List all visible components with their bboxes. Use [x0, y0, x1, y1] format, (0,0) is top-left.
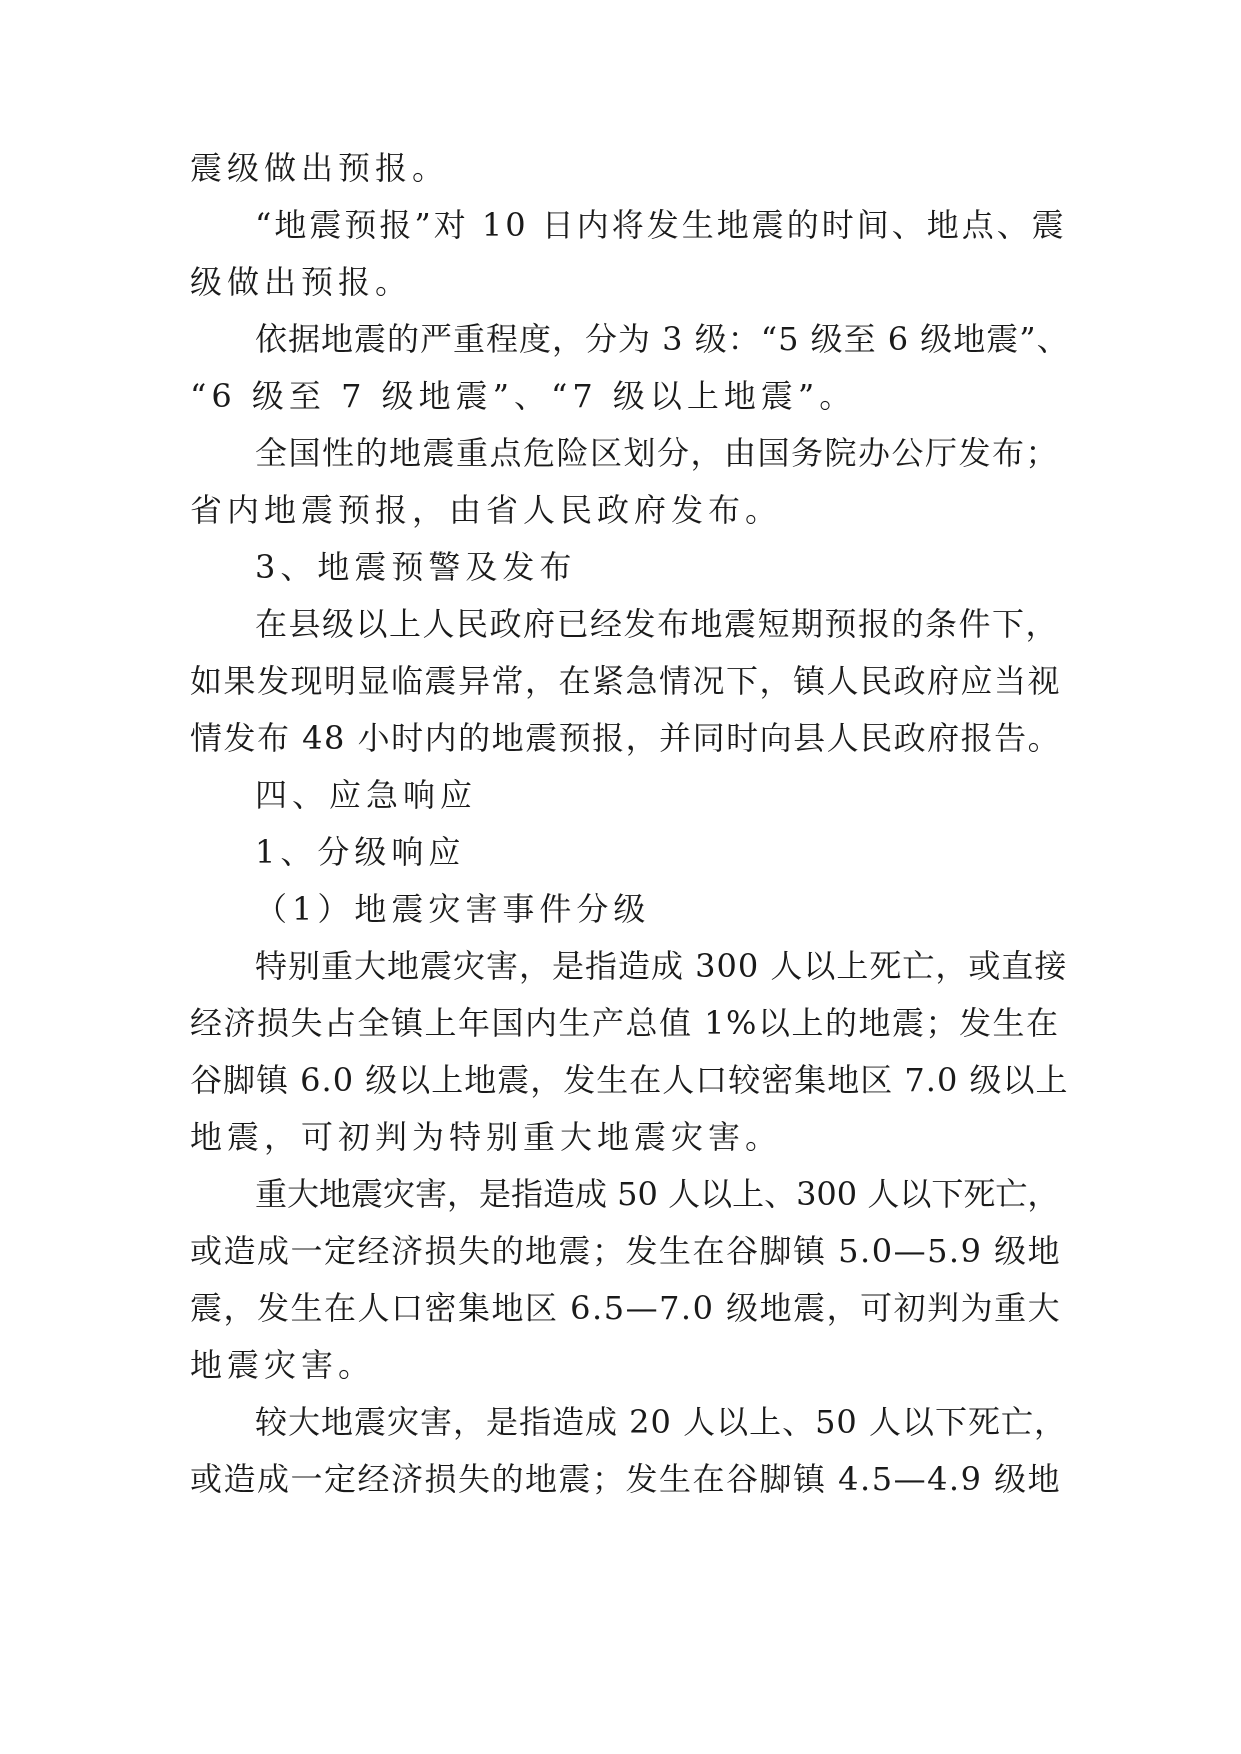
text-line: 特别重大地震灾害，是指造成 300 人以上死亡，或直接 [255, 947, 1068, 985]
text-line: 全国性的地震重点危险区划分，由国务院办公厅发布； [255, 434, 1060, 472]
text-line: 震，发生在人口密集地区 6.5—7.0 级地震，可初判为重大 [190, 1289, 1062, 1327]
text-line: “地震预报”对 10 日内将发生地震的时间、地点、震 [255, 206, 1067, 244]
text-line: 地震灾害。 [190, 1346, 376, 1384]
text-line: 情发布 48 小时内的地震预报，并同时向县人民政府报告。 [190, 719, 1062, 757]
text-line: 重大地震灾害，是指造成 50 人以上、300 人以下死亡， [255, 1175, 1060, 1213]
text-line: 省内地震预报，由省人民政府发布。 [190, 491, 783, 529]
section-heading: 1、分级响应 [255, 833, 466, 871]
text-line: 较大地震灾害，是指造成 20 人以上、50 人以下死亡， [255, 1403, 1067, 1441]
text-line: 依据地震的严重程度，分为 3 级：“5 级至 6 级地震”、 [255, 320, 1070, 358]
text-line: 或造成一定经济损失的地震；发生在谷脚镇 4.5—4.9 级地 [190, 1460, 1062, 1498]
text-line: 如果发现明显临震异常，在紧急情况下，镇人民政府应当视 [190, 662, 1062, 700]
text-line: 地震，可初判为特别重大地震灾害。 [190, 1118, 783, 1156]
text-line: 经济损失占全镇上年国内生产总值 1%以上的地震；发生在 [190, 1004, 1060, 1042]
text-line: 级做出预报。 [190, 263, 413, 301]
section-heading: 四、应急响应 [255, 776, 478, 814]
text-line: 谷脚镇 6.0 级以上地震，发生在人口较密集地区 7.0 级以上 [190, 1061, 1069, 1099]
text-line: 或造成一定经济损失的地震；发生在谷脚镇 5.0—5.9 级地 [190, 1232, 1062, 1270]
text-line: 震级做出预报。 [190, 149, 450, 187]
section-heading: （1）地震灾害事件分级 [255, 890, 651, 928]
text-line: 在县级以上人民政府已经发布地震短期预报的条件下， [255, 605, 1060, 643]
section-heading: 3、地震预警及发布 [255, 548, 577, 586]
text-line: “6 级至 7 级地震”、“7 级以上地震”。 [190, 377, 857, 415]
